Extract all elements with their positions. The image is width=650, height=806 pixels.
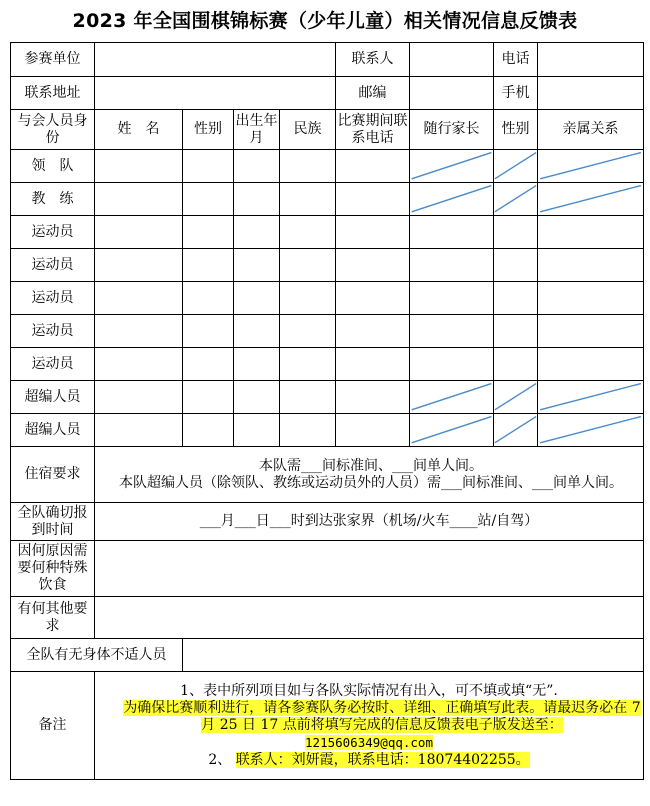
strike-slash xyxy=(410,183,493,215)
member-parent-gender-cell xyxy=(494,414,538,447)
header-name: 姓 名 xyxy=(95,110,183,150)
member-row xyxy=(11,249,644,282)
strike-slash xyxy=(494,183,537,215)
strike-line xyxy=(540,186,641,212)
lodging-line-1: 本队需___间标准间、___间单人间。 xyxy=(259,457,483,474)
participating-unit-field[interactable] xyxy=(95,43,336,77)
member-relation-cell[interactable] xyxy=(538,249,644,282)
member-phone-cell[interactable] xyxy=(336,381,410,414)
member-birth-cell[interactable] xyxy=(234,249,280,282)
strike-line xyxy=(495,384,536,410)
postcode-field[interactable] xyxy=(410,77,494,110)
strike-slash xyxy=(410,414,493,446)
strike-line xyxy=(495,186,536,212)
member-ethnicity-cell[interactable] xyxy=(280,216,336,249)
header-gender: 性别 xyxy=(183,110,234,150)
member-name-cell[interactable] xyxy=(95,348,183,381)
strike-slash xyxy=(538,150,643,182)
member-parent-cell[interactable] xyxy=(410,348,494,381)
member-row xyxy=(11,315,644,348)
member-ethnicity-cell[interactable] xyxy=(280,150,336,183)
strike-line xyxy=(540,384,641,410)
member-parent-gender-cell xyxy=(494,183,538,216)
address-label: 联系地址 xyxy=(11,77,95,110)
member-role-label: 超编人员 xyxy=(11,381,95,414)
member-role-label: 运动员 xyxy=(11,282,95,315)
feedback-form-table xyxy=(10,42,644,780)
member-ethnicity-cell[interactable] xyxy=(280,414,336,447)
member-birth-cell[interactable] xyxy=(234,216,280,249)
member-parent-gender-cell xyxy=(494,150,538,183)
member-parent-gender-cell[interactable] xyxy=(494,216,538,249)
member-parent-cell[interactable] xyxy=(410,216,494,249)
member-phone-cell[interactable] xyxy=(336,249,410,282)
member-name-cell[interactable] xyxy=(95,216,183,249)
member-parent-gender-cell[interactable] xyxy=(494,315,538,348)
member-phone-cell[interactable] xyxy=(336,282,410,315)
member-ethnicity-cell[interactable] xyxy=(280,381,336,414)
member-ethnicity-cell[interactable] xyxy=(280,249,336,282)
health-label: 全队有无身体不适人员 xyxy=(11,639,183,672)
notes-content xyxy=(95,672,644,780)
member-parent-cell[interactable] xyxy=(410,315,494,348)
mobile-field[interactable] xyxy=(538,77,644,110)
strike-slash xyxy=(410,150,493,182)
strike-slash xyxy=(538,183,643,215)
member-parent-cell xyxy=(410,414,494,447)
member-parent-cell xyxy=(410,150,494,183)
health-field[interactable] xyxy=(183,639,644,672)
member-relation-cell[interactable] xyxy=(538,216,644,249)
member-role-label: 领 队 xyxy=(11,150,95,183)
strike-slash xyxy=(410,381,493,413)
header-birth: 出生年月 xyxy=(234,110,280,150)
member-relation-cell xyxy=(538,183,644,216)
notes-contact: 联系人：刘妍霞，联系电话：18074402255。 xyxy=(235,751,530,768)
member-ethnicity-cell[interactable] xyxy=(280,315,336,348)
member-gender-cell[interactable] xyxy=(183,150,234,183)
phone-field[interactable] xyxy=(538,43,644,77)
member-rows xyxy=(11,150,644,447)
strike-slash xyxy=(494,150,537,182)
header-parent: 随行家长 xyxy=(410,110,494,150)
member-parent-gender-cell xyxy=(494,381,538,414)
member-parent-gender-cell[interactable] xyxy=(494,348,538,381)
diet-field[interactable] xyxy=(95,541,644,597)
member-birth-cell[interactable] xyxy=(234,150,280,183)
strike-line xyxy=(540,417,641,443)
member-parent-cell xyxy=(410,381,494,414)
contact-person-label: 联系人 xyxy=(336,43,410,77)
member-name-cell[interactable] xyxy=(95,414,183,447)
participating-unit-label: 参赛单位 xyxy=(11,43,95,77)
member-parent-gender-cell[interactable] xyxy=(494,249,538,282)
member-birth-cell[interactable] xyxy=(234,315,280,348)
member-gender-cell[interactable] xyxy=(183,414,234,447)
member-relation-cell[interactable] xyxy=(538,315,644,348)
member-row xyxy=(11,414,644,447)
other-requirements-field[interactable] xyxy=(95,597,644,639)
member-row xyxy=(11,150,644,183)
strike-line xyxy=(412,417,492,443)
member-relation-cell xyxy=(538,414,644,447)
member-name-cell[interactable] xyxy=(95,315,183,348)
strike-line xyxy=(495,417,536,443)
header-relation: 亲属关系 xyxy=(538,110,644,150)
mobile-label: 手机 xyxy=(494,77,538,110)
member-name-cell[interactable] xyxy=(95,282,183,315)
arrival-label: 全队确切报到时间 xyxy=(11,503,95,541)
strike-line xyxy=(495,153,536,179)
member-gender-cell[interactable] xyxy=(183,249,234,282)
member-birth-cell[interactable] xyxy=(234,183,280,216)
strike-line xyxy=(540,153,641,179)
member-gender-cell[interactable] xyxy=(183,348,234,381)
notes-line-1: 1、表中所列项目如与各队实际情况有出入，可不填或填“无”. xyxy=(180,682,558,699)
member-phone-cell[interactable] xyxy=(336,414,410,447)
notes-deadline: 为确保比赛顺利进行，请各参赛队务必按时、详细、正确填写此表。请最迟务必在 7 月 25 日 17 点前将填写完成的信息反馈表电子版发送至： xyxy=(123,699,641,733)
member-role-label: 运动员 xyxy=(11,348,95,381)
member-phone-cell[interactable] xyxy=(336,183,410,216)
member-birth-cell[interactable] xyxy=(234,381,280,414)
member-relation-cell[interactable] xyxy=(538,348,644,381)
strike-line xyxy=(412,153,492,179)
member-parent-gender-cell[interactable] xyxy=(494,282,538,315)
member-role-label: 运动员 xyxy=(11,249,95,282)
arrival-time-field[interactable]: ___月___日___时到达张家界（机场/火车____站/自驾） xyxy=(95,503,644,541)
member-relation-cell[interactable] xyxy=(538,282,644,315)
header-identity: 与会人员身份 xyxy=(11,110,95,150)
notes-label: 备注 xyxy=(11,672,95,780)
member-name-cell[interactable] xyxy=(95,381,183,414)
address-field[interactable] xyxy=(95,77,336,110)
member-name-cell[interactable] xyxy=(95,150,183,183)
header-phone-during: 比赛期间联系电话 xyxy=(336,110,410,150)
member-role-label: 教 练 xyxy=(11,183,95,216)
member-phone-cell[interactable] xyxy=(336,150,410,183)
member-phone-cell[interactable] xyxy=(336,216,410,249)
member-parent-cell[interactable] xyxy=(410,282,494,315)
member-role-label: 运动员 xyxy=(11,216,95,249)
member-name-cell[interactable] xyxy=(95,183,183,216)
member-gender-cell[interactable] xyxy=(183,216,234,249)
member-relation-cell xyxy=(538,381,644,414)
lodging-requirements[interactable] xyxy=(95,447,644,503)
member-gender-cell[interactable] xyxy=(183,282,234,315)
member-relation-cell xyxy=(538,150,644,183)
member-name-cell[interactable] xyxy=(95,249,183,282)
member-birth-cell[interactable] xyxy=(234,282,280,315)
strike-slash xyxy=(538,381,643,413)
member-parent-cell[interactable] xyxy=(410,249,494,282)
strike-slash xyxy=(494,414,537,446)
strike-slash xyxy=(494,381,537,413)
phone-label: 电话 xyxy=(494,43,538,77)
member-role-label: 运动员 xyxy=(11,315,95,348)
lodging-line-2: 本队超编人员（除领队、教练或运动员外的人员）需___间标准间、___间单人间。 xyxy=(119,474,623,491)
member-gender-cell[interactable] xyxy=(183,183,234,216)
member-ethnicity-cell[interactable] xyxy=(280,282,336,315)
member-gender-cell[interactable] xyxy=(183,381,234,414)
member-row xyxy=(11,348,644,381)
member-phone-cell[interactable] xyxy=(336,315,410,348)
lodging-label: 住宿要求 xyxy=(11,447,95,503)
member-phone-cell[interactable] xyxy=(336,348,410,381)
other-requirements-label: 有何其他要求 xyxy=(11,597,95,639)
member-role-label: 超编人员 xyxy=(11,414,95,447)
member-ethnicity-cell[interactable] xyxy=(280,348,336,381)
member-row xyxy=(11,216,644,249)
notes-email: 1215606349@qq.com xyxy=(305,734,433,750)
strike-line xyxy=(412,186,492,212)
notes-line-3-number: 2、 xyxy=(208,751,232,768)
strike-slash xyxy=(538,414,643,446)
member-parent-cell xyxy=(410,183,494,216)
member-gender-cell[interactable] xyxy=(183,315,234,348)
member-row xyxy=(11,282,644,315)
strike-line xyxy=(412,384,492,410)
page-title: 2023 年全国围棋锦标赛（少年儿童）相关情况信息反馈表 xyxy=(72,10,578,32)
member-row xyxy=(11,381,644,414)
member-birth-cell[interactable] xyxy=(234,414,280,447)
member-row xyxy=(11,183,644,216)
contact-person-field[interactable] xyxy=(410,43,494,77)
header-ethnicity: 民族 xyxy=(280,110,336,150)
header-parent-gender: 性别 xyxy=(494,110,538,150)
member-birth-cell[interactable] xyxy=(234,348,280,381)
postcode-label: 邮编 xyxy=(336,77,410,110)
member-ethnicity-cell[interactable] xyxy=(280,183,336,216)
diet-label: 因何原因需要何种特殊饮食 xyxy=(11,541,95,597)
